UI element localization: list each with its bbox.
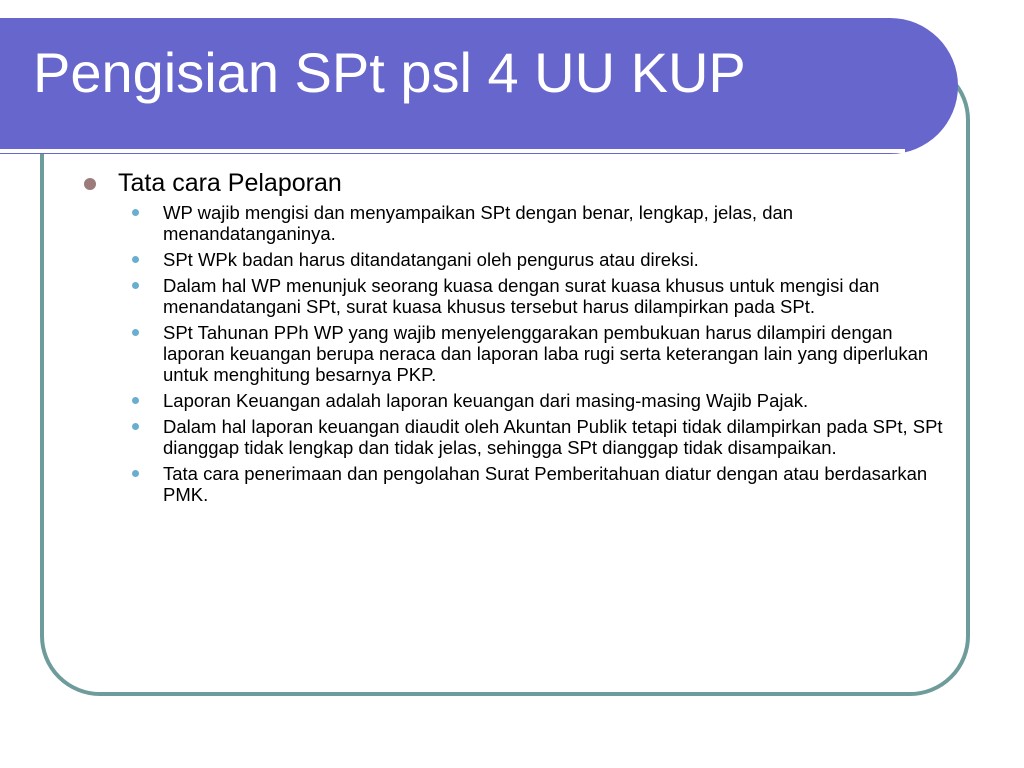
sub-bullet-list [80,202,950,505]
sub-bullet-text: WP wajib mengisi dan menyampaikan SPt dengan benar, lengkap, jelas, dan menandatanganinya. [163,202,794,244]
sub-bullet-dot-icon [132,470,139,477]
sub-bullet-item [80,416,950,458]
sub-bullet-item [80,322,950,385]
sub-bullet-dot-icon [132,282,139,289]
bullet-heading-text: Tata cara Pelaporan [118,169,342,197]
sub-bullet-dot-icon [132,397,139,404]
slide-content [80,168,950,510]
sub-bullet-dot-icon [132,256,139,263]
sub-bullet-dot-icon [132,209,139,216]
sub-bullet-text: Laporan Keuangan adalah laporan keuangan dari masing-masing Wajib Pajak. [163,390,809,411]
sub-bullet-dot-icon [132,329,139,336]
sub-bullet-item [80,202,950,244]
sub-bullet-dot-icon [132,423,139,430]
sub-bullet-item [80,390,950,411]
sub-bullet-item [80,275,950,317]
sub-bullet-item [80,249,950,270]
sub-bullet-text: SPt Tahunan PPh WP yang wajib menyelenggarakan pembukuan harus dilampiri dengan laporan keuangan berupa neraca dan laporan laba rugi serta keterangan lain yang diperlukan untuk menghitung besarnya PKP. [163,322,929,385]
title-underline [0,149,905,153]
sub-bullet-item [80,463,950,505]
sub-bullet-text: Tata cara penerimaan dan pengolahan Surat Pemberitahuan diatur dengan atau berdasarkan PMK. [163,463,928,505]
sub-bullet-text: Dalam hal WP menunjuk seorang kuasa dengan surat kuasa khusus untuk mengisi dan menandatangani SPt, surat kuasa khusus tersebut harus dilampirkan pada SPt. [163,275,880,317]
slide-title: Pengisian SPt psl 4 UU KUP [33,41,746,104]
sub-bullet-text: SPt WPk badan harus ditandatangani oleh pengurus atau direksi. [163,249,699,270]
sub-bullet-text: Dalam hal laporan keuangan diaudit oleh Akuntan Publik tetapi tidak dilampirkan pada SPt, SPt dianggap tidak lengkap dan tidak jelas, sehingga SPt dianggap tidak disampaikan. [163,416,943,458]
bullet-dot-icon [84,178,96,190]
bullet-heading [80,168,950,198]
